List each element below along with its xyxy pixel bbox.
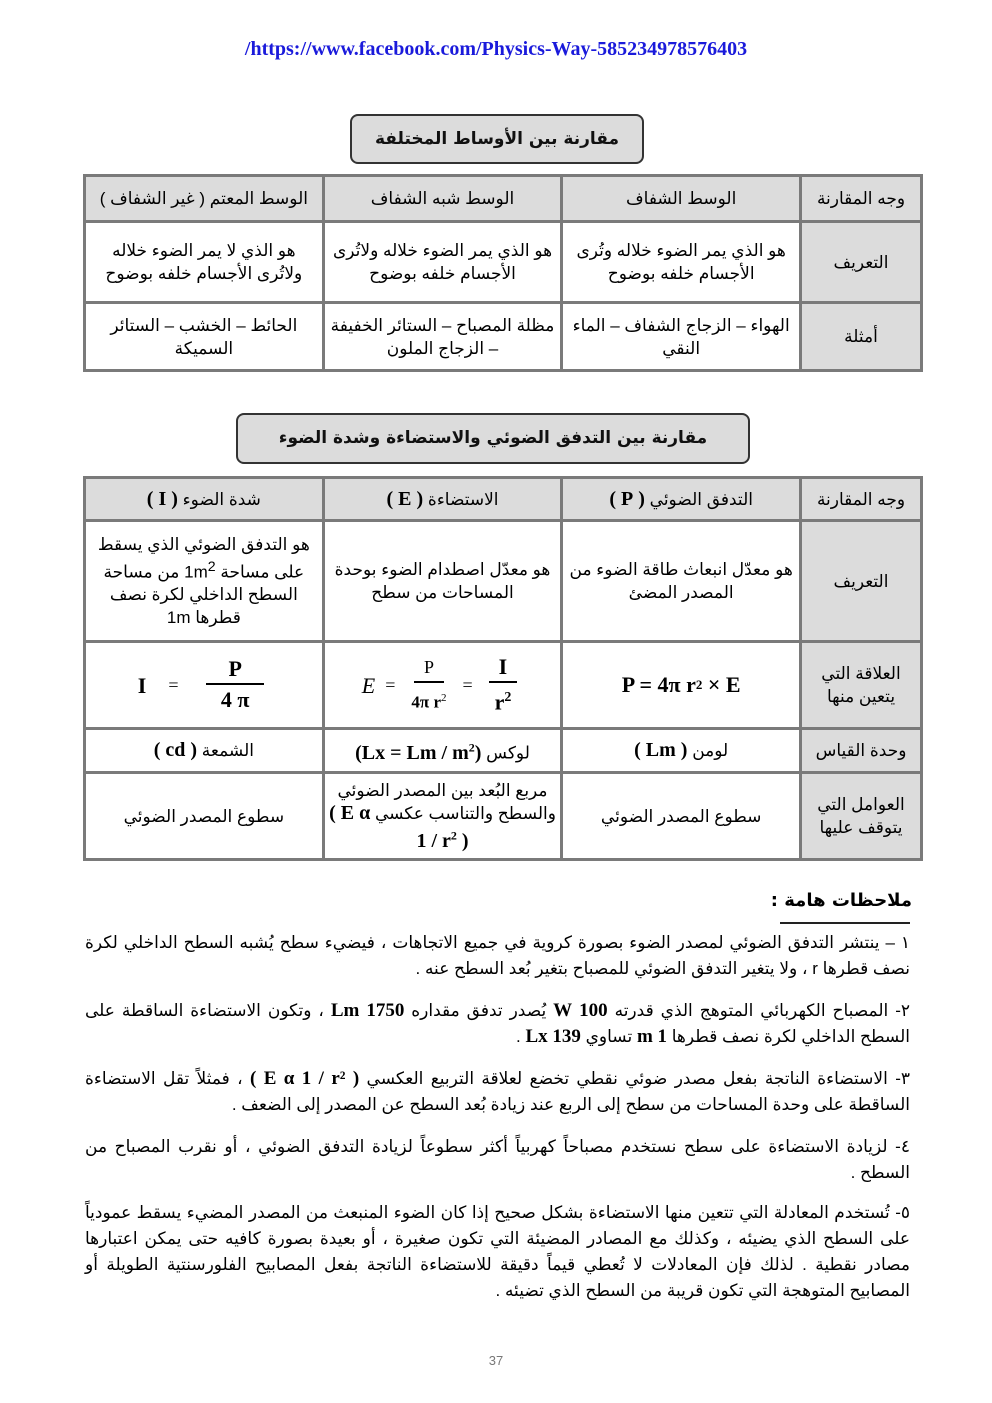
light-quantities-table (83, 476, 923, 861)
note-item-2 (85, 998, 910, 1050)
notes-heading: ملاحظات هامة : (770, 890, 912, 911)
column-header-illuminance (323, 478, 562, 521)
table-cell (562, 729, 801, 773)
superscript: 2 (441, 691, 447, 704)
note-item-4 (85, 1134, 910, 1186)
fraction (206, 657, 263, 713)
row-header: العوامل التي يتوقف عليها (801, 773, 922, 860)
equals-sign: = (385, 674, 396, 695)
media-comparison-table (83, 174, 923, 372)
superscript: 2 (504, 689, 512, 705)
note-item-1 (85, 930, 910, 982)
unit: 1m (184, 562, 208, 582)
column-header: الوسط الشفاف (562, 176, 801, 222)
facebook-page-link[interactable]: /https://www.facebook.com/Physics-Way-585234978576403 (244, 38, 748, 60)
table-cell: هو الذي لا يمر الضوء خلاله ولاتُرى الأجسام خلفه بوضوح (85, 222, 324, 303)
table-cell: هو معدّل انبعاث طاقة الضوء من المصدر المضئ (562, 521, 801, 642)
column-header: وجه المقارنة (801, 176, 922, 222)
table-row-definition (85, 521, 922, 642)
text: هو التدفق الضوئي الذي يسقط على مساحة (97, 534, 310, 582)
formula (622, 673, 741, 696)
header-text: الاستضاءة (427, 489, 499, 509)
table-row-relation (85, 642, 922, 729)
table-row (85, 222, 922, 303)
table-cell: هو الذي يمر الضوء خلاله وتُرى الأجسام خلفه بوضوح (562, 222, 801, 303)
note-text: تساوي (580, 1027, 633, 1046)
note-text: ، وتكون الاستضاءة الساقطة على السطح الداخلي لكرة نصف قطرها (85, 1001, 910, 1046)
note-text: ٢- المصباح الكهربائي المتوهج الذي قدرته (607, 1001, 911, 1020)
formula-cell-flux (562, 642, 801, 729)
table-cell (323, 773, 562, 860)
superscript: 2 (207, 558, 216, 575)
note-text: ٥- تُستخدم المعادلة التي تتعين منها الاستضاءة بشكل صحيح إذا كان الضوء المنبعث من المصدر المضيء يسقط عمودياً على السطح الذي يضيئه ، وكذلك مع المصادر المضيئة التي تكون صغيرة ، أو بعيدة بصورة كافيه حتى يمكن اعتبارها مصادر نقطية . لذلك فإن المعادلات لا تُعطي قيماً دقيقة للاستضاءة الناتجة بفعل المصابيح الفلورسنتية الطويلة أو المصابيح المتوهجة التي تكون قريبة من السطح الذي تضيئه . (85, 1203, 910, 1300)
note-text: . (515, 1027, 521, 1046)
note-text: ٤- لزيادة الاستضاءة على سطح نستخدم مصباحاً كهربياً أكثر سطوعاً لزيادة التدفق الضوئي ، أو نقرب المصباح من السطح . (85, 1137, 910, 1182)
text: من مساحة السطح الداخلي لكرة نصف قطرها (103, 562, 298, 628)
denominator (495, 683, 512, 715)
text: مربع البُعد بين المصدر الضوئي والسطح والتناسب عكسي (337, 780, 556, 823)
column-header: الوسط المعتم ( غير الشفاف ) (85, 176, 324, 222)
table-row (85, 303, 922, 371)
formula-part: ( E α 1 / r (329, 801, 451, 853)
formula-part: ) (461, 830, 469, 853)
fraction (489, 655, 518, 715)
table-cell: الهواء – الزجاج الشفاف – الماء النقي (562, 303, 801, 371)
table-cell: هو معدّل اصطدام الضوء بوحدة المساحات من سطح (323, 521, 562, 642)
column-header: الوسط شبه الشفاف (323, 176, 562, 222)
table-cell: مظلة المصباح – الستائر الخفيفة – الزجاج الملون (323, 303, 562, 371)
unit-name: لومن (692, 741, 729, 760)
note-item-5 (85, 1200, 910, 1304)
table-cell: سطوع المصدر الضوئي (562, 773, 801, 860)
formula-part: P = 4π r (621, 671, 696, 697)
column-header-intensity (85, 478, 324, 521)
value-flux: 1750 Lm (330, 1000, 405, 1021)
numerator: P (414, 655, 444, 683)
table-cell: سطوع المصدر الضوئي (85, 773, 324, 860)
table-cell (85, 521, 324, 642)
equals-sign: = (168, 674, 179, 695)
inverse-square-formula: ( E α 1 / r² ) (250, 1068, 360, 1089)
section-title-light-quantities: مقارنة بين التدفق الضوئي والاستضاءة وشدة الضوء (236, 413, 750, 464)
header-symbol: ( I ) (146, 487, 178, 510)
row-header: العلاقة التي يتعين منها (801, 642, 922, 729)
page-number: 37 (488, 1353, 504, 1368)
row-header: وحدة القياس (801, 729, 922, 773)
unit-symbol: ( cd ) (153, 739, 198, 761)
formula-part: 4π r (411, 692, 442, 712)
header-text: التدفق الضوئي (649, 489, 753, 509)
table-header-row (85, 176, 922, 222)
header-symbol: ( E ) (386, 487, 424, 510)
table-cell: هو الذي يمر الضوء خلاله ولاتُرى الأجسام خلفه بوضوح (323, 222, 562, 303)
numerator: P (206, 657, 263, 685)
equals-sign: = (462, 674, 473, 695)
unit-name: الشمعة (201, 741, 254, 760)
formula-cell-illuminance (323, 642, 562, 729)
superscript: 2 (695, 676, 703, 692)
superscript: 2 (450, 828, 457, 843)
note-text: ١ – ينتشر التدفق الضوئي لمصدر الضوء بصورة كروية في جميع الاتجاهات ، فيضيء سطح يُشبه السطح الداخلي لكرة نصف قطرها r ، ولا يتغير التدفق الضوئي للمصباح بتغير بُعد السطح عنه . (85, 933, 910, 978)
value-illuminance: 139 Lx (525, 1026, 581, 1047)
column-header: وجه المقارنة (801, 478, 922, 521)
table-cell (323, 729, 562, 773)
heading-underline (780, 922, 910, 924)
table-header-row (85, 478, 922, 521)
row-header: التعريف (801, 222, 922, 303)
value-radius: 1 m (636, 1026, 668, 1047)
table-row-unit (85, 729, 922, 773)
formula-part: ) (474, 741, 482, 764)
row-header: أمثلة (801, 303, 922, 371)
fraction (411, 655, 446, 716)
formula-part: E (361, 672, 376, 698)
unit-symbol (355, 742, 481, 764)
superscript: 2 (468, 740, 475, 755)
formula-part: (Lx = Lm / m (355, 741, 469, 764)
formula-part: × E (702, 671, 741, 697)
note-text: يُصدر تدفق مقداره (404, 1001, 547, 1020)
formula-part: I (137, 672, 147, 698)
value-power: 100 W (553, 1000, 608, 1021)
column-header-flux (562, 478, 801, 521)
note-text: ، فمثلاً تقل الاستضاءة الساقطة على وحدة المساحات من سطح إلى الربع عند زيادة بُعد السطح عن المصدر إلى الضعف . (85, 1069, 910, 1114)
formula-cell-intensity (85, 642, 324, 729)
row-header: التعريف (801, 521, 922, 642)
section-title-media-comparison: مقارنة بين الأوساط المختلفة (350, 114, 644, 164)
unit-symbol: ( Lm ) (634, 739, 688, 761)
denominator (411, 683, 446, 716)
table-cell: الحائط – الخشب – الستائر السميكة (85, 303, 324, 371)
table-cell (85, 729, 324, 773)
header-symbol: ( P ) (609, 487, 645, 510)
formula-part: r (494, 689, 505, 715)
header-text: شدة الضوء (182, 489, 261, 509)
denominator: 4 π (220, 687, 250, 712)
unit-name: لوكس (486, 743, 530, 763)
formula (138, 657, 270, 713)
unit: 1m (166, 608, 191, 628)
note-text: ٣- الاستضاءة الناتجة بفعل مصدر ضوئي نقطي تخضع لعلاقة التربيع العكسي (359, 1069, 910, 1088)
table-row-factors (85, 773, 922, 860)
numerator: I (489, 655, 518, 683)
formula (362, 655, 523, 716)
note-item-3 (85, 1066, 910, 1118)
